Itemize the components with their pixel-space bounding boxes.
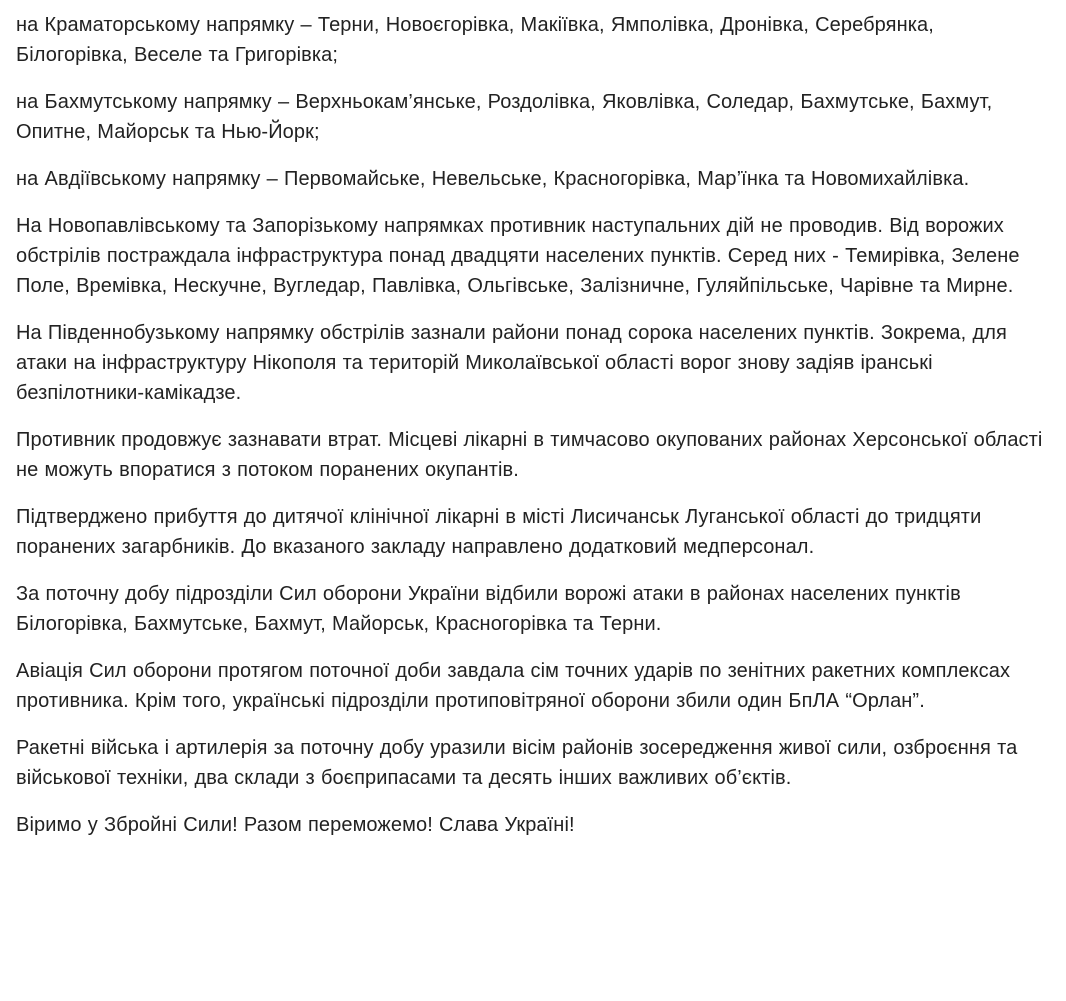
report-paragraph-avdiivka-axis: на Авдіївському напрямку – Первомайське, Невельське, Красногорівка, Мар’їнка та Новомихайлівка. — [16, 168, 970, 190]
report-paragraph-kramatorsk-axis: на Краматорському напрямку – Терни, Новоєгорівка, Макіївка, Ямполівка, Дронівка, Серебрянка, Білогорівка, Веселе та Григорівка; — [16, 14, 934, 66]
report-paragraph-repelled-attacks: За поточну добу підрозділи Сил оборони України відбили ворожі атаки в районах населених пунктів Білогорівка, Бахмутське, Бахмут, Майорськ, Красногорівка та Терни. — [16, 583, 961, 635]
report-paragraph-novopavlivka-zaporizhzhia-axis: На Новопавлівському та Запорізькому напрямках противник наступальних дій не проводив. Від ворожих обстрілів постраждала інфраструктура понад двадцяти населених пунктів. Серед них - Темирівка, Зелене Поле, Времівка, Нескучне, Вугледар, Павлівка, Ольгівське, Залізничне, Гуляйпільське, Чарівне та Мирне. — [16, 215, 1020, 297]
report-paragraph-bakhmut-axis: на Бахмутському напрямку – Верхньокам’янське, Роздолівка, Яковлівка, Соледар, Бахмутське, Бахмут, Опитне, Майорськ та Нью-Йорк; — [16, 91, 993, 143]
report-paragraph-aviation-strikes: Авіація Сил оборони протягом поточної доби завдала сім точних ударів по зенітних ракетних комплексах противника. Крім того, українські підрозділи протиповітряної оборони збили один БпЛА “Орлан”. — [16, 660, 1011, 712]
report-paragraph-lysychansk-hospital: Підтверджено прибуття до дитячої клінічної лікарні в місті Лисичанськ Луганської області до тридцяти поранених загарбників. До вказаного закладу направлено додатковий медперсонал. — [16, 506, 982, 558]
report-paragraph-pivdennobuzkyi-axis: На Південнобузькому напрямку обстрілів зазнали райони понад сорока населених пунктів. Зокрема, для атаки на інфраструктуру Нікополя та територій Миколаївської області ворог знову задіяв іранські безпілотники-камікадзе. — [16, 322, 1007, 404]
report-paragraph-enemy-losses: Противник продовжує зазнавати втрат. Місцеві лікарні в тимчасово окупованих районах Херсонської області не можуть впоратися з потоком поранених окупантів. — [16, 429, 1043, 481]
report-paragraph-missile-artillery: Ракетні війська і артилерія за поточну добу уразили вісім районів зосередження живої сили, озброєння та військової техніки, два склади з боєприпасами та десять інших важливих об’єктів. — [16, 737, 1018, 789]
report-paragraph-closing-slogan: Віримо у Збройні Сили! Разом переможемо! Слава Україні! — [16, 814, 575, 836]
